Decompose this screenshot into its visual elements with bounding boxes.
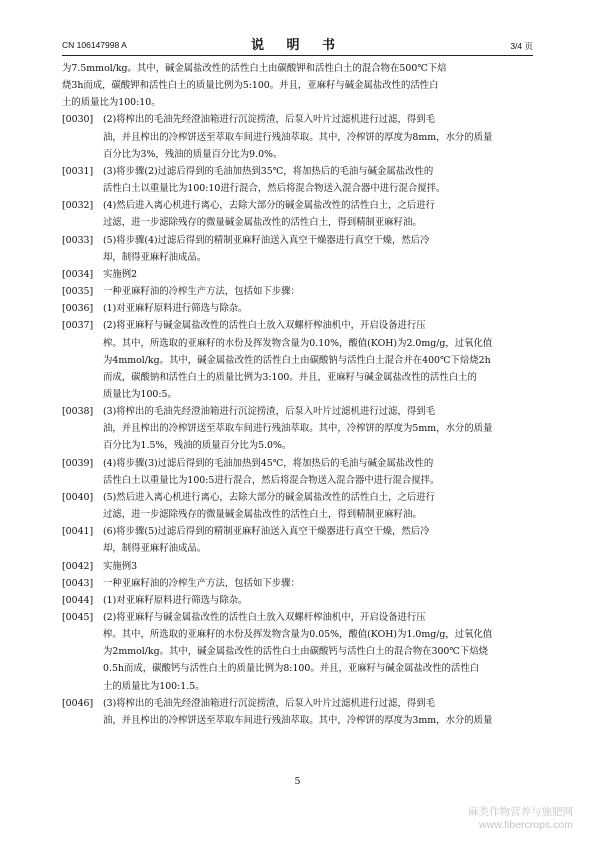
paragraph <box>62 300 533 317</box>
page-header <box>62 38 533 54</box>
paragraph-text: (4)然后进入离心机进行离心，去除大部分的碱金属盐改性的活性白土，之后进行 过滤，进一步滤除残存的微量碱金属盐改性的活性白土，得到精制亚麻籽油。 <box>103 200 436 229</box>
paragraph <box>62 232 533 266</box>
paragraph-text: (2)将榨出的毛油先经澄油箱进行沉淀捞渣，后泵入叶片过滤机进行过滤，得到毛 油，并且榨出的冷榨饼送至萃取车间进行残油萃取。其中，冷榨饼的厚度为8mm，水分的质量 百分比为3%，残油的质量百分比为9.0%。 <box>103 114 493 160</box>
paragraph <box>62 266 533 283</box>
paragraph <box>62 283 533 300</box>
paragraph-text: (4)将步骤(3)过滤后得到的毛油加热到45℃，将加热后的毛油与碱金属盐改性的 活性白土以重量比为100:5进行混合，然后将混合物送入混合器中进行混合搅拌。 <box>103 457 440 486</box>
paragraph <box>62 197 533 231</box>
paragraph <box>62 558 533 575</box>
paragraph-number: [0042] <box>62 560 94 572</box>
paragraph-text: (5)然后进入离心机进行离心，去除大部分的碱金属盐改性的活性白土，之后进行 过滤，进一步滤除残存的微量碱金属盐改性的活性白土，得到精制亚麻籽油。 <box>103 491 436 521</box>
paragraph-text: 一种亚麻籽油的冷榨生产方法，包括如下步骤： <box>103 286 300 298</box>
paragraph <box>62 523 533 557</box>
paragraph-text: 实施例2 <box>103 268 138 280</box>
paragraph-number: [0033] <box>62 234 94 246</box>
paragraph <box>62 609 533 695</box>
header-rule <box>62 55 533 56</box>
paragraph-number: [0040] <box>62 491 94 503</box>
paragraph <box>62 575 533 592</box>
paragraph-text: (3)将步骤(2)过滤后得到的毛油加热到35℃，将加热后的毛油与碱金属盐改性的 活性白土以重量比为100:10进行混合，然后将混合物送入混合器中进行混合搅拌。 <box>103 165 446 195</box>
paragraph-text: (5)将步骤(4)过滤后得到的精制亚麻籽油送入真空干燥器进行真空干燥，然后冷 却，制得亚麻籽油成品。 <box>103 234 430 263</box>
paragraph-number: [0045] <box>62 612 94 623</box>
paragraph-number: [0034] <box>62 268 94 280</box>
paragraph <box>62 489 533 523</box>
paragraph <box>62 695 533 729</box>
paragraph-number: [0044] <box>62 594 94 606</box>
paragraph <box>62 592 533 609</box>
paragraph-number: [0043] <box>62 577 94 589</box>
paragraph <box>62 317 533 403</box>
paragraph-text: (3)将榨出的毛油先经澄油箱进行沉淀捞渣，后泵入叶片过滤机进行过滤，得到毛 油，并且榨出的冷榨饼送至萃取车间进行残油萃取。其中，冷榨饼的厚度为3mm，水分的质量 <box>103 697 493 726</box>
paragraph-number: [0041] <box>62 526 94 538</box>
watermark <box>468 806 573 832</box>
paragraph-number: [0032] <box>62 200 94 212</box>
paragraph-number: [0035] <box>62 286 94 298</box>
paragraph-number: [0039] <box>62 457 94 469</box>
paragraph-text: (6)将步骤(5)过滤后得到的精制亚麻籽油送入真空干燥器进行真空干燥，然后冷 却，制得亚麻籽油成品。 <box>103 526 430 555</box>
paragraph <box>62 403 533 454</box>
paragraph-text: (3)将榨出的毛油先经澄油箱进行沉淀捞渣，后泵入叶片过滤机进行过滤，得到毛 油，并且榨出的冷榨饼送至萃取车间进行残油萃取。其中，冷榨饼的厚度为5mm，水分的质量 百分比为1.5%，残油的质量百分比为5.0%。 <box>103 406 493 452</box>
paragraph-number: [0030] <box>62 114 94 126</box>
paragraph-text: (1)对亚麻籽原料进行筛选与除杂。 <box>103 303 248 315</box>
paragraph-number: [0036] <box>62 303 94 315</box>
document-body <box>62 60 533 729</box>
lead-paragraph: 为7.5mmol/kg。其中，碱金属盐改性的活性白土由碳酸钾和活性白土的混合物在500℃下焙 烧3h而成，碳酸钾和活性白土的质量比例为5:100。并且，亚麻籽与碱金属盐改性的活性白 土的质量比为100:10。 <box>62 63 447 109</box>
paragraph-text: (2)将亚麻籽与碱金属盐改性的活性白土放入双螺杆榨油机中，开启设备进行压 榨。其中，所选取的亚麻籽的水份及挥发物含量为0.10%，酸值(KOH)为2.0mg/g，过氧化值 为4mmol/kg。其中，碱金属盐改性的活性白土由碳酸钠与活性白土混合并在400℃下焙烧2h 而成，碳酸钠和活性白土的质量比例为3:100。并且，亚麻籽与碱金属盐改性的活性白土的 质量比为100:5。 <box>103 320 493 400</box>
paragraph-text: 一种亚麻籽油的冷榨生产方法，包括如下步骤： <box>103 577 300 589</box>
paragraph-number: [0031] <box>62 165 94 177</box>
paragraph-list <box>62 111 533 729</box>
page-info: 3/4 页 <box>510 41 533 51</box>
paragraph-text: 实施例3 <box>103 560 138 572</box>
watermark-line1: 麻类作物营养与施肥网 <box>468 806 573 818</box>
watermark-line2: www.fibercrops.com <box>479 819 573 831</box>
paragraph-number: [0037] <box>62 320 94 332</box>
paragraph-text: (1)对亚麻籽原料进行筛选与除杂。 <box>103 594 248 606</box>
paragraph-text: (2)将亚麻籽与碱金属盐改性的活性白土放入双螺杆榨油机中，开启设备进行压 榨。其中，所选取的亚麻籽的水份及挥发物含量为0.05%，酸值(KOH)为1.0mg/g，过氧化值 为2mmol/kg。其中，碱金属盐改性的活性白土由碳酸钙与活性白土的混合物在300℃下焙烧 0.5h而成，碳酸钙与活性白土的质量比例为8:100。并且，亚麻籽与碱金属盐改性的活性白 土的质量比为100:1.5。 <box>103 612 493 692</box>
paragraph-number: [0038] <box>62 406 94 418</box>
page-number: 5 <box>294 776 301 787</box>
paragraph <box>62 455 533 489</box>
paragraph-number: [0046] <box>62 697 94 709</box>
doc-title: 说 明 书 <box>250 38 345 53</box>
paragraph <box>62 111 533 162</box>
paragraph <box>62 163 533 197</box>
doc-number: CN 106147998 A <box>62 40 127 50</box>
